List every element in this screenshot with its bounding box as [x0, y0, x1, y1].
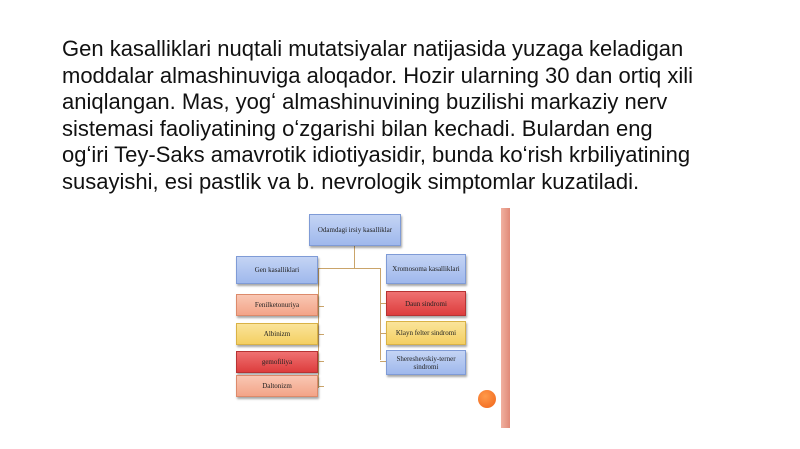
turner-syndrome-node: Shereshevskiy-terner sindromi [386, 350, 466, 375]
decorative-side-bar [501, 208, 510, 428]
connector-line [318, 361, 324, 362]
connector-line [318, 268, 380, 269]
connector-line [354, 246, 355, 268]
chromosome-diseases-node: Xromosoma kasalliklari [386, 254, 466, 284]
gene-diseases-node: Gen kasalliklari [236, 256, 318, 284]
paragraph-line: sistemasi faoliyatining oʻzgarishi bilan kechadi. Bulardan eng [62, 115, 653, 141]
paragraph-line: moddalar almashinuviga aloqador. Hozir ularning 30 dan ortiq xili [62, 62, 694, 88]
connector-line [318, 334, 324, 335]
connector-line [380, 268, 381, 360]
down-syndrome-node: Daun sindromi [386, 291, 466, 316]
paragraph-line: Gen kasalliklari nuqtali mutatsiyalar natijasida yuzaga keladigan [62, 36, 684, 61]
hereditary-diseases-diagram [220, 206, 512, 428]
connector-line [318, 306, 324, 307]
albinism-node: Albinizm [236, 323, 318, 345]
paragraph-line: ogʻiri Tey-Saks amavrotik idiotiyasidir, bunda koʻrish krbiliyatining [62, 142, 691, 167]
connector-line [318, 268, 319, 388]
body-paragraph [62, 36, 762, 195]
connector-line [318, 386, 324, 387]
daltonism-node: Daltonizm [236, 375, 318, 397]
klinefelter-syndrome-node: Klayn felter sindromi [386, 321, 466, 345]
paragraph-line: susayishi, esi pastlik va b. nevrologik simptomlar kuzatiladi. [62, 168, 640, 194]
phenylketonuria-node: Fenilketonuriya [236, 294, 318, 316]
root-node: Odamdagi irsiy kasalliklar [309, 214, 401, 246]
decorative-orange-circle [478, 390, 496, 408]
paragraph-line: aniqlangan. Mas, yogʻ almashinuvining buzilishi markaziy nerv [62, 89, 668, 114]
hemophilia-node: gemofiliya [236, 351, 318, 373]
